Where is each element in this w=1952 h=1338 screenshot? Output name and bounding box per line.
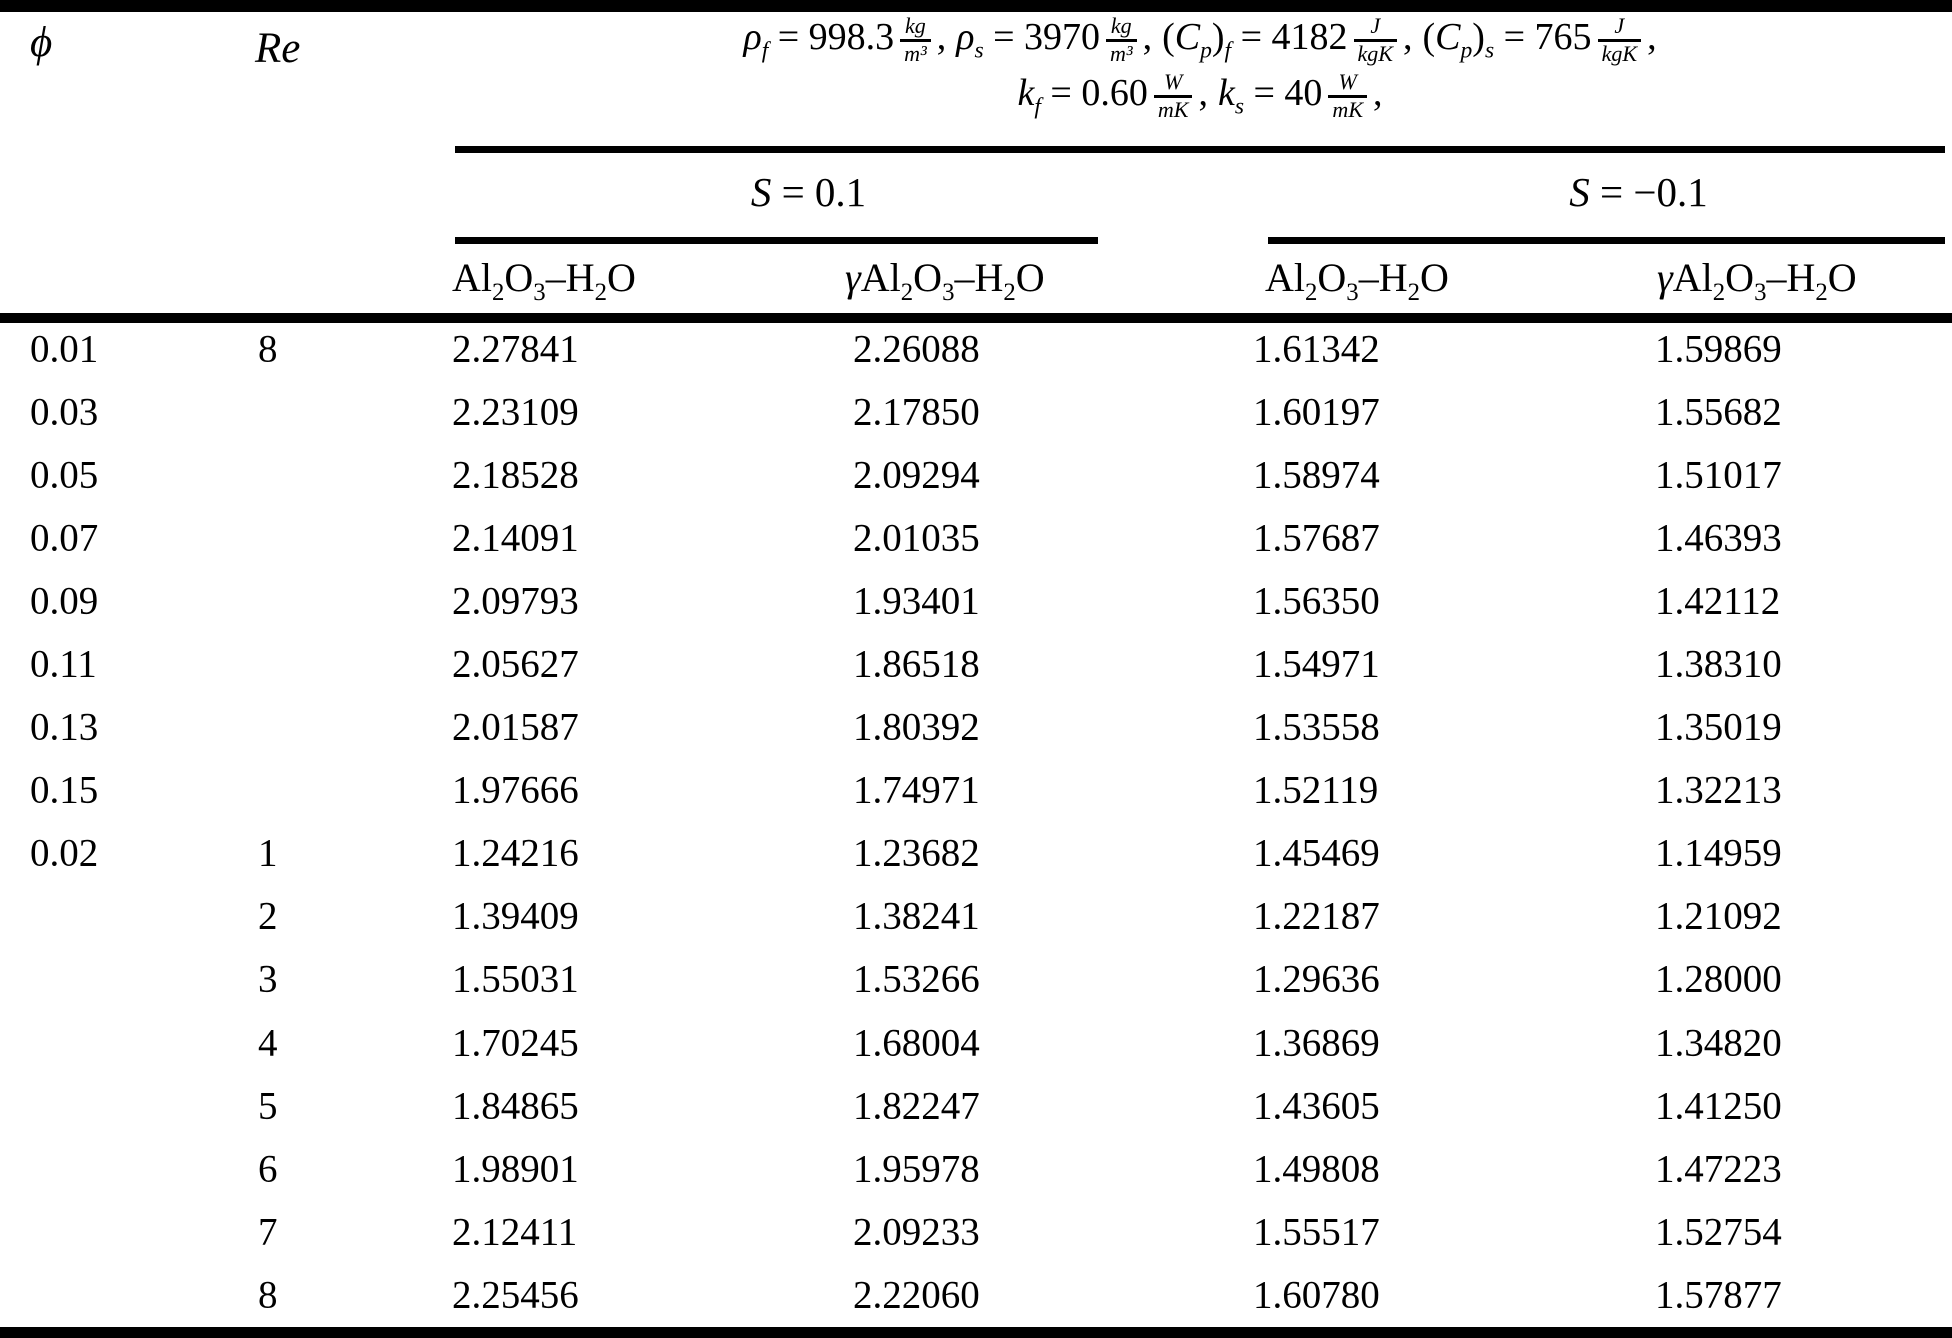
open-paren: ( [1422,15,1436,58]
formula-subscript: 3 [942,279,955,306]
phi-value: 0.01 [30,327,99,371]
nusselt-value: 1.22187 [1253,894,1380,938]
nusselt-value: 1.59869 [1655,327,1782,371]
constant-term [956,13,1153,66]
nusselt-value: 1.51017 [1655,453,1782,497]
rule-under-s-positive [455,237,1098,244]
symbol: C [1435,15,1461,58]
nusselt-value: 1.38310 [1655,642,1782,686]
constant-value: = 0.60 [1040,71,1148,114]
formula-subscript: 3 [533,279,546,306]
re-value: 2 [258,894,278,938]
constants-line-1 [455,12,1945,68]
phi-value: 0.09 [30,579,99,623]
table-row [0,948,1952,1011]
formula-subscript: 2 [900,279,914,306]
separator: , [1142,15,1153,58]
formula-subscript: 2 [1003,279,1016,306]
symbol-subscript: s [1234,93,1244,120]
rule-under-constants [455,146,1945,153]
nusselt-value: 1.61342 [1253,327,1380,371]
symbol-subscript: f [1224,37,1232,64]
nusselt-value: 2.12411 [452,1210,578,1254]
nusselt-value: 1.53558 [1253,705,1380,749]
group-header-s-negative [1300,168,1952,216]
formula-text: –H [1358,255,1408,300]
group-value: = −0.1 [1589,169,1708,215]
nusselt-value: 1.14959 [1655,831,1782,875]
constant-value: = 4182 [1231,15,1348,58]
phi-value: 0.03 [30,390,99,434]
formula-text: O [1725,255,1755,300]
unit-fraction [1328,70,1367,122]
nusselt-value: 1.82247 [853,1084,980,1128]
nusselt-value: 1.43605 [1253,1084,1380,1128]
nusselt-value: 1.60780 [1253,1273,1380,1317]
re-value: 3 [258,957,278,1001]
subheader-al2o3-h2o-s-negative [1265,254,1449,306]
separator: , [1647,15,1657,58]
table-row [0,443,1952,506]
nusselt-value: 2.01035 [853,516,980,560]
formula-text: γ [1657,255,1673,300]
formula-text: Al [860,255,901,300]
nusselt-value: 2.18528 [452,453,579,497]
separator: , [1198,71,1208,114]
group-value: = 0.1 [771,169,867,215]
unit-numerator: kg [900,14,931,42]
nusselt-value: 2.27841 [452,327,579,371]
formula-text: O [1420,255,1449,300]
rule-under-s-negative [1268,237,1945,244]
nusselt-value: 2.23109 [452,390,579,434]
table-row [0,317,1952,380]
table-row [0,1137,1952,1200]
nusselt-value: 2.14091 [452,516,579,560]
unit-denominator: m³ [904,40,927,66]
formula-text: –H [954,255,1004,300]
formula-text: O [1015,255,1045,300]
symbol-subscript: f [1034,93,1041,120]
nusselt-value: 1.49808 [1253,1147,1380,1191]
nusselt-value: 1.45469 [1253,831,1380,875]
symbol: ρ [743,15,762,58]
phi-value: 0.07 [30,516,99,560]
nusselt-value: 1.24216 [452,831,579,875]
nusselt-value: 1.86518 [853,642,980,686]
unit-fraction [900,14,931,66]
symbol: k [1017,71,1035,114]
nusselt-value: 1.57877 [1655,1273,1782,1317]
unit-numerator: J [1354,14,1398,42]
nusselt-value: 2.22060 [853,1273,980,1317]
unit-denominator: mK [1157,97,1189,123]
symbol: k [1217,71,1235,114]
nusselt-value: 2.09233 [853,1210,980,1254]
nusselt-value: 1.39409 [452,894,579,938]
nusselt-value: 1.55031 [452,957,579,1001]
symbol-subscript: s [974,37,984,64]
re-value: 7 [258,1210,278,1254]
group-header-s-positive [487,168,1130,216]
table-row [0,1263,1952,1326]
nusselt-value: 2.09793 [452,579,579,623]
nusselt-value: 1.98901 [452,1147,579,1191]
formula-text: O [504,255,534,300]
re-value: 8 [258,327,278,371]
subheader-gamma-al2o3-h2o-s-positive [845,254,1045,306]
nusselt-value: 1.57687 [1253,516,1380,560]
nusselt-value: 1.74971 [853,768,980,812]
formula-text: Al [452,255,492,300]
nusselt-value: 1.42112 [1655,579,1781,623]
nusselt-value: 2.09294 [853,453,980,497]
symbol-subscript: p [1460,37,1473,64]
nusselt-value: 1.34820 [1655,1021,1782,1065]
subheader-al2o3-h2o-s-positive [452,254,636,306]
nusselt-value: 1.36869 [1253,1021,1380,1065]
formula-text: –H [1766,255,1816,300]
phi-value: 0.11 [30,642,97,686]
constant-term [743,13,947,66]
nusselt-value: 1.38241 [853,894,980,938]
nusselt-value: 1.68004 [853,1021,980,1065]
table-row [0,822,1952,885]
subheader-gamma-al2o3-h2o-s-negative [1657,254,1857,306]
table-row [0,885,1952,948]
nusselt-value: 1.95978 [853,1147,980,1191]
table-row [0,696,1952,759]
table-row [0,1200,1952,1263]
nusselt-value: 2.26088 [853,327,980,371]
nusselt-value: 2.01587 [452,705,579,749]
unit-denominator: kgK [1357,40,1393,66]
nusselt-value: 1.58974 [1253,453,1380,497]
unit-denominator: kgK [1601,40,1638,66]
close-paren: ) [1211,15,1225,58]
nusselt-value: 2.17850 [853,390,980,434]
nusselt-value: 1.55682 [1655,390,1782,434]
formula-text: O [913,255,943,300]
group-symbol: S [1569,169,1590,215]
table-row [0,1074,1952,1137]
nusselt-value: 1.70245 [452,1021,579,1065]
nusselt-value: 1.35019 [1655,705,1782,749]
table-row [0,632,1952,695]
formula-text: O [607,255,636,300]
nusselt-value: 1.41250 [1655,1084,1782,1128]
phi-value: 0.13 [30,705,99,749]
nusselt-value: 1.23682 [853,831,980,875]
nusselt-value: 1.46393 [1655,516,1782,560]
constant-term [1422,13,1657,66]
nusselt-value: 1.52754 [1655,1210,1782,1254]
nusselt-value: 1.56350 [1253,579,1380,623]
nusselt-value: 1.32213 [1655,768,1782,812]
unit-denominator: m³ [1110,40,1133,66]
constant-value: = 765 [1494,15,1592,58]
unit-numerator: W [1154,70,1193,98]
re-value: 1 [258,831,278,875]
re-value: 8 [258,1273,278,1317]
formula-subscript: 2 [1407,279,1420,306]
formula-text: –H [545,255,595,300]
phi-value: 0.05 [30,453,99,497]
constants-line-2 [455,68,1945,124]
re-value: 4 [258,1021,278,1065]
unit-numerator: J [1598,14,1642,42]
formula-text: O [1827,255,1857,300]
formula-text: Al [1265,255,1305,300]
close-paren: ) [1472,15,1485,58]
nusselt-value: 1.53266 [853,957,980,1001]
unit-fraction [1106,14,1137,66]
symbol-subscript: s [1484,37,1495,64]
phi-column-header: ϕ [30,19,53,66]
nusselt-value: 2.25456 [452,1273,579,1317]
phi-value: 0.15 [30,768,99,812]
symbol: ρ [956,15,975,58]
unit-denominator: mK [1332,97,1364,123]
formula-text: O [1317,255,1347,300]
rule-top [0,0,1952,12]
symbol-subscript: p [1200,37,1212,64]
constant-term [1017,69,1208,123]
separator: , [1403,15,1413,58]
nusselt-value: 1.80392 [853,705,980,749]
nusselt-value: 1.28000 [1655,957,1782,1001]
formula-text: γ [845,255,861,300]
formula-subscript: 3 [1346,279,1359,306]
symbol-subscript: f [761,37,769,64]
table-body [0,317,1952,1327]
table-row [0,569,1952,632]
table-row [0,506,1952,569]
nusselt-value: 1.52119 [1253,768,1379,812]
unit-fraction [1598,14,1642,66]
separator: , [1373,71,1383,114]
unit-numerator: kg [1106,14,1137,42]
constant-value: = 3970 [983,15,1101,58]
nusselt-value: 1.93401 [853,579,980,623]
nusselt-value: 1.54971 [1253,642,1380,686]
unit-fraction [1154,70,1193,122]
nusselt-value: 1.84865 [452,1084,579,1128]
formula-subscript: 2 [1815,279,1828,306]
nusselt-value: 1.47223 [1655,1147,1782,1191]
unit-numerator: W [1328,70,1367,98]
table-row [0,380,1952,443]
constant-value: = 998.3 [768,15,895,58]
formula-subscript: 2 [492,279,505,306]
nusselt-value: 1.60197 [1253,390,1380,434]
constant-term [1217,69,1383,123]
symbol: C [1174,15,1201,58]
separator: , [936,15,947,58]
nusselt-value: 1.21092 [1655,894,1782,938]
formula-text: Al [1672,255,1713,300]
formula-subscript: 2 [1712,279,1726,306]
nusselt-value: 1.55517 [1253,1210,1380,1254]
re-value: 6 [258,1147,278,1191]
table-row [0,759,1952,822]
re-column-header: Re [255,25,301,72]
constant-value: = 40 [1243,71,1323,114]
constants-header [455,12,1945,125]
group-symbol: S [750,169,772,215]
re-value: 5 [258,1084,278,1128]
nusselt-value: 2.05627 [452,642,579,686]
formula-subscript: 2 [594,279,607,306]
nusselt-value: 1.29636 [1253,957,1380,1001]
formula-subscript: 3 [1754,279,1767,306]
formula-subscript: 2 [1305,279,1318,306]
constant-term [1162,13,1413,66]
rule-bottom [0,1327,1952,1338]
unit-fraction [1354,14,1398,66]
phi-value: 0.02 [30,831,99,875]
nusselt-value: 1.97666 [452,768,579,812]
open-paren: ( [1162,15,1175,58]
table-row [0,1011,1952,1074]
